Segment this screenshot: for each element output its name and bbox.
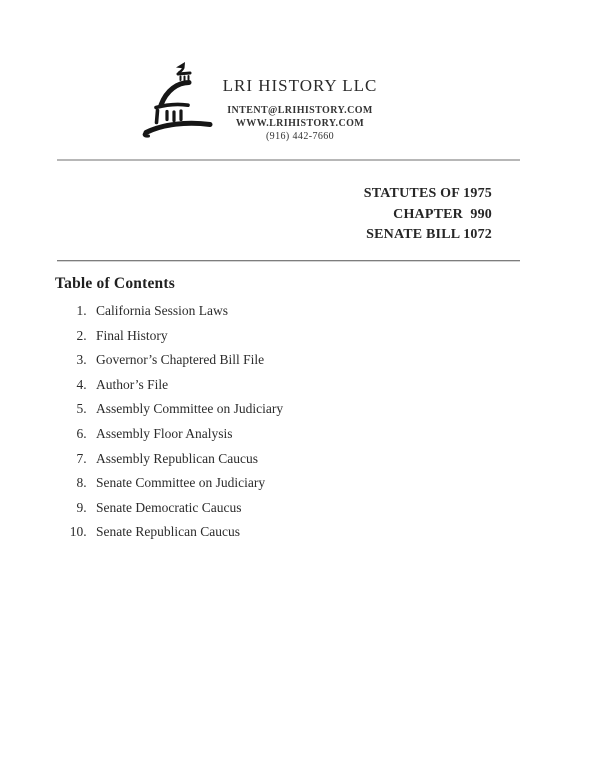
toc-item-final-history: 2. Final History (90, 329, 477, 343)
toc-item-senate-committee-judiciary: 8. Senate Committee on Judiciary (90, 476, 477, 490)
toc-item-california-session-laws: 1. California Session Laws (90, 304, 477, 318)
company-website: WWW.LRIHISTORY.COM (235, 118, 365, 129)
toc-item-senate-republican-caucus: 10. Senate Republican Caucus (90, 525, 477, 539)
toc-item-authors-file: 4. Author’s File (90, 378, 477, 392)
company-name: LRI HISTORY LLC (222, 76, 378, 95)
toc-heading: Table of Contents (55, 275, 175, 292)
bill-reference-block (364, 184, 492, 246)
statutes-line: STATUTES OF 1975 (363, 186, 492, 201)
toc-item-senate-democratic-caucus: 9. Senate Democratic Caucus (90, 501, 477, 515)
company-email: INTENT@LRIHISTORY.COM (227, 105, 373, 116)
chapter-line: CHAPTER 990 (393, 206, 492, 222)
divider-top (57, 159, 520, 161)
toc-item-governors-chaptered-bill-file: 3. Governor’s Chaptered Bill File (90, 353, 477, 367)
toc-item-assembly-republican-caucus: 7. Assembly Republican Caucus (90, 452, 477, 466)
senate-bill-line: SENATE BILL 1072 (366, 227, 492, 242)
company-phone: (916) 442-7660 (265, 131, 335, 142)
letterhead (0, 76, 600, 143)
toc-item-assembly-committee-judiciary: 5. Assembly Committee on Judiciary (90, 402, 477, 416)
toc-item-assembly-floor-analysis: 6. Assembly Floor Analysis (90, 427, 477, 441)
toc-list (57, 304, 477, 550)
divider-bottom (57, 260, 520, 261)
